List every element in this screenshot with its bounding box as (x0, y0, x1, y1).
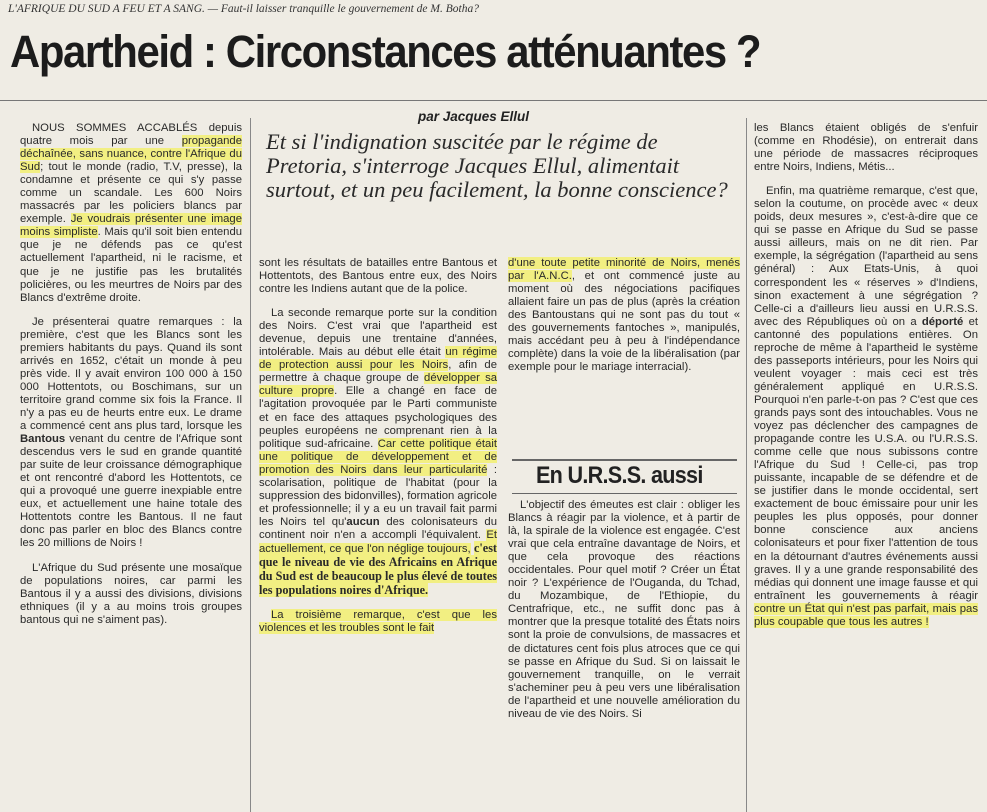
text-run: . Elle a changé en face de l'agitation provoquée par le Parti communiste et en face des attaques psychologiques des peuples européens ne comprenant rien à la politique sud-africaine. (259, 385, 498, 450)
text-run: : scolarisation, politique de l'habitat (pour la suppression des bidonvilles), formation agricole et professionnelle; il y a eu un travail fait parmi les Noirs tel qu' (259, 463, 497, 528)
headline: Apartheid : Circonstances atténuantes ? (10, 26, 761, 77)
highlight: La troisième remarque, c'est que les violences et les troubles sont le fait (259, 609, 497, 635)
text-run: Je présenterai quatre remarques : la première, c'est que les Blancs sont les premiers habitants du pays. Quand ils sont arrivés en 1652, c'était un monde à peu près vide. Il y avait environ 100 000 à 150 000 Hottentots, ou Boschimans, sur un territoire grand comme six fois la France. Il n'y a pas eu de heurts entre eux. Le drame a commencé cent ans plus tard, lorsque les (20, 315, 242, 433)
highlight: Et actuellement, ce que l'on néglige toujours, (259, 528, 497, 555)
col3-paragraph-2: L'objectif des émeutes est clair : obliger les Blancs à réagir par la violence, et à partir de là, la spirale de la violence est engagée. C'est vrai que cela entraîne davantage de Noirs, et que cela provoque des réactions occidentales. Pour quel motif ? Créer un État noir ? L'expérience de l'Ouganda, du Tchad, du Mozambique, de l'Ethiopie, du Centrafrique, etc., ne suffit donc pas à montrer que la presque totalité des États noirs sont la proie de convulsions, de massacres et de dictatures cent fois plus atroces que ce qui se passe en Afrique du Sud. Si on laissait le gouvernement tranquille, on le verrait s'acheminer peu à peu vers une libéralisation de l'apartheid et une nouvelle amélioration du niveau de vie des Noirs. Si (508, 499, 740, 720)
text-run: et cantonné des populations entières. On reproche de même à l'apartheid le système des passeports intérieurs, pour les Noirs qui veulent voyager : mais ceci est très généralement appliqué en U.R.S.S. Pourquoi n'en parle-t-on pas ? C'est que ces grands pays sont des intouchables. Vous ne voyez pas déclencher des campagnes de propagande contre les U.S.A. ou l'U.R.S.S. comme celle que nous subissons contre l'Afrique du Sud ! Celle-ci, pas trop puissante, incapable de se défendre et de se justifier dans le monde occidental, sert exactement de bouc émissaire pour unir les peuples les plus opposés, pour donner bonne conscience aux anciens colonisateurs et pour fixer l'attention de tous en la détournant d'autres événements aussi graves. Il y a une grande responsabilité des médias qui donnent une image fausse et qui entraînent les gouvernements à réagir (754, 315, 978, 602)
column-2 (259, 257, 497, 646)
standfirst: Et si l'indignation suscitée par le régime de Pretoria, s'interroge Jacques Ellul, alimentait surtout, et un peu facilement, la bonne conscience? (266, 129, 728, 202)
subhead (512, 459, 737, 494)
text-run: venant du centre de l'Afrique sont descendus vers le sud en grande quantité par suite de leur croissance démographique et ont rencontré d'abord les Hottentots, ce qui a provoqué une guerre inexpiable entre eux, et actuellement une haine totale des Hottentots contre les Bantous. Il ne faut donc pas parler en bloc des Blancs contre les 20 millions de Noirs ! (20, 433, 242, 550)
highlight: Je voudrais présenter une image moins simpliste (20, 213, 243, 239)
column-1 (20, 122, 242, 638)
column-divider-2 (746, 118, 747, 812)
highlight: contre un État qui n'est pas parfait, mais pas plus coupable que tous les autres ! (754, 602, 978, 628)
col1-paragraph-1 (20, 122, 242, 305)
col1-paragraph-3: L'Afrique du Sud présente une mosaïque de populations noires, car parmi les Bantous il y a aussi des divisions, divisions ethniques (il y a au moins trois groupes bantous qui ne s'aiment pas). (20, 561, 242, 626)
col2-paragraph-3 (259, 609, 497, 635)
col3-paragraph-1 (508, 257, 740, 374)
subhead-text: En U.R.S.S. aussi (536, 462, 703, 489)
text-run: des colonisateurs du continent noir n'en a accompli l'équivalent. (259, 515, 497, 541)
col2-paragraph-1: sont les résultats de batailles entre Bantous et Hottentots, des Bantous entre eux, des Noirs contre les Indiens autant que de la police. (259, 257, 497, 296)
highlight: un régime de protection aussi pour les Noirs (259, 346, 497, 372)
col2-paragraph-2 (259, 307, 497, 598)
col4-paragraph-1: les Blancs étaient obligés de s'enfuir (comme en Rhodésie), on entrerait dans une période de massacres réciproques entre Noirs, Indiens, Métis... (754, 122, 978, 174)
highlight-bold: c'est que le niveau de vie des Africains en Afrique du Sud est de beaucoup le plus élevé de toutes les populations noires d'Afrique. (259, 540, 497, 598)
highlight: d'une toute petite minorité de Noirs, menés par l'A.N.C. (508, 257, 740, 283)
text-run: . Mais qu'il soit bien entendu que je ne défends pas ce qu'est actuellement l'apartheid, ni le racisme, et que je ne justifie pas les brutalités policières, ou les meurtres de Noirs par des Blancs d'extrême droite. (20, 226, 243, 304)
text-run: , et ont commencé juste au moment où des négociations pacifiques allaient faire un pas de plus (après la création des Bantoustans qui ne sont pas du tout « des gouvernements fantoches », manipulés, mais accédant peu à peu à l'indépendance complète) dans la voie de la libéralisation (par exemple pour le mariage interracial). (508, 270, 741, 374)
kicker: L'AFRIQUE DU SUD A FEU ET A SANG. — Faut-il laisser tranquille le gouvernement de M. Botha? (8, 3, 479, 15)
column-4 (754, 122, 978, 640)
headline-rule (0, 100, 987, 101)
text-run: NOUS SOMMES ACCABLÉS depuis quatre mois par une (20, 122, 242, 148)
text-run: Enfin, ma quatrième remarque, c'est que, selon la coutume, on procède avec « deux poids, deux mesures », c'est-à-dire que ce qui se passe en Afrique du Sud se passe aussi ailleurs, mais on ne dit rien. Par exemple, la ségrégation (l'apartheid au sens général) : Aux Etats-Unis, à quoi correspondent les « réserves » d'Indiens, sinon exactement à une ségrégation ? Celle-ci a d'ailleurs lieu aussi en U.R.S.S. avec des Républiques où on a (754, 185, 978, 328)
highlight: développer sa culture propre (259, 372, 497, 398)
byline: par Jacques Ellul (418, 109, 530, 124)
bold-word: déporté (921, 315, 964, 328)
text-run: ; tout le monde (radio, T.V, presse), la condamne et présente ce qui s'y passe comme un scandale. Les 600 Noirs massacrés par les policiers blancs par exemple. (20, 161, 242, 226)
highlight: Car cette politique était une politique de développement et de promotion des Noirs dans leur particularité (259, 437, 497, 476)
bold-word: aucun (346, 515, 380, 528)
column-3 (508, 257, 740, 385)
col4-paragraph-2 (754, 185, 978, 629)
text-run: La seconde remarque porte sur la condition des Noirs. C'est vrai que l'apartheid est devenue, depuis une trentaine d'années, intolérable. Mais au début elle était (259, 307, 497, 359)
highlight: propagande déchaînée, sans nuance, contre l'Afrique du Sud (20, 135, 242, 174)
column-divider-1 (250, 118, 251, 812)
text-run: , afin de permettre à chaque groupe de (259, 359, 497, 385)
column-3-continued (508, 499, 740, 732)
col1-paragraph-2 (20, 316, 242, 551)
bold-word: Bantous (20, 433, 66, 446)
